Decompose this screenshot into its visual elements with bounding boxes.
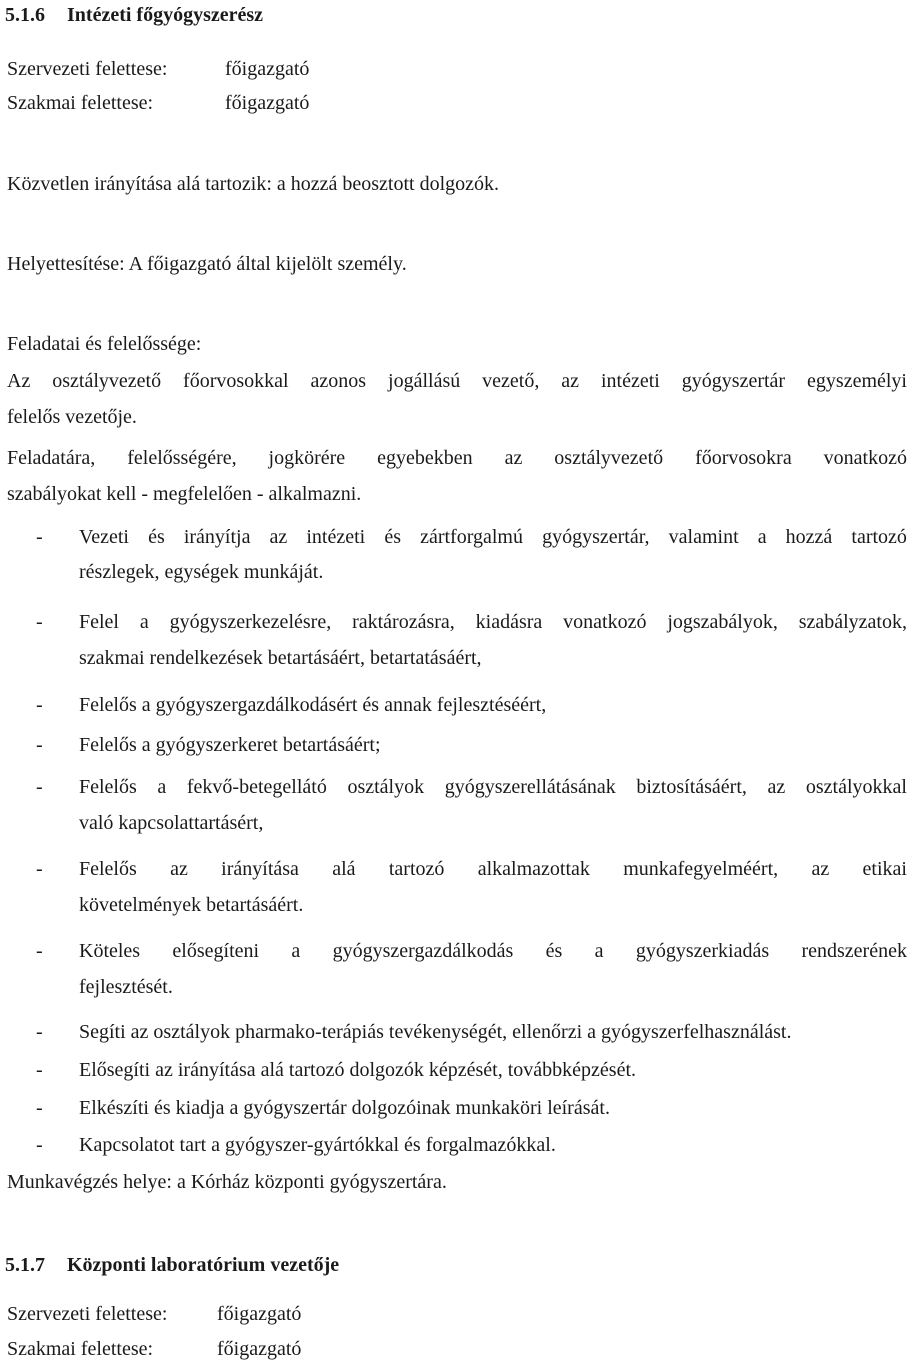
word: gyógyszerellátásának xyxy=(444,776,616,798)
word: zártforgalmú xyxy=(420,526,523,548)
word: és xyxy=(384,526,401,548)
word: rendszerének xyxy=(801,940,907,962)
prof-superior-label: Szakmai felettese: xyxy=(7,1338,154,1360)
word: gyógyszerkiadás xyxy=(635,940,770,962)
word: osztályokkal xyxy=(805,776,907,798)
list-item-line-2: szakmai rendelkezések betartásáért, betartatásáért, xyxy=(79,647,482,669)
word: irányítása xyxy=(221,858,299,880)
list-item-line-2: fejlesztését. xyxy=(79,976,173,998)
list-item-line-1: Felelős a gyógyszergazdálkodásért és annak fejlesztéséért, xyxy=(79,694,547,716)
word: Az xyxy=(7,370,31,392)
bullet-dash: - xyxy=(36,611,43,633)
word: Felelős xyxy=(79,776,137,798)
word: főorvosokkal xyxy=(183,370,289,392)
list-item-line-2: részlegek, egységek munkáját. xyxy=(79,561,324,583)
word: elősegíteni xyxy=(172,940,260,962)
word: gyógyszertár, xyxy=(542,526,650,548)
word: raktározásra, xyxy=(352,611,455,633)
word: Feladatára, xyxy=(7,447,96,469)
word: jogszabályok, xyxy=(667,611,778,633)
word: az xyxy=(170,858,188,880)
prof-superior-value: főigazgató xyxy=(225,92,310,114)
word: az xyxy=(269,526,288,548)
word: egyszemélyi xyxy=(807,370,907,392)
word: tartozó xyxy=(388,858,445,880)
bullet-dash: - xyxy=(36,940,43,962)
bullet-dash: - xyxy=(36,858,43,880)
duties-heading: Feladatai és felelőssége: xyxy=(7,333,202,355)
word: szabályzatok, xyxy=(798,611,907,633)
word: kiadásra xyxy=(475,611,543,633)
prof-superior-value: főigazgató xyxy=(217,1338,302,1360)
bullet-dash: - xyxy=(36,1059,43,1081)
word: a xyxy=(157,776,167,798)
paragraph-1-line-1 xyxy=(7,369,907,393)
word: vonatkozó xyxy=(563,611,647,633)
word: Felel xyxy=(79,611,119,633)
word: a xyxy=(139,611,149,633)
prof-superior-label: Szakmai felettese: xyxy=(7,92,154,114)
word: a xyxy=(757,526,767,548)
bullet-dash: - xyxy=(36,1134,43,1156)
bullet-dash: - xyxy=(36,1097,43,1119)
word: osztályvezető xyxy=(52,370,162,392)
word: fekvő-betegellátó xyxy=(186,776,327,798)
word: biztosításáért, xyxy=(636,776,747,798)
list-item-line-1 xyxy=(79,857,907,881)
bullet-dash: - xyxy=(36,776,43,798)
word: Köteles xyxy=(79,940,141,962)
list-item-line-1: Kapcsolatot tart a gyógyszer-gyártókkal és forgalmazókkal. xyxy=(79,1134,556,1156)
list-item-line-2: követelmények betartásáért. xyxy=(79,894,304,916)
bullet-dash: - xyxy=(36,526,43,548)
word: vezető, xyxy=(482,370,540,392)
section-number: 5.1.6 xyxy=(5,4,45,26)
word: vonatkozó xyxy=(823,447,907,469)
word: intézeti xyxy=(306,526,366,548)
word: jogállású xyxy=(388,370,461,392)
org-superior-row xyxy=(7,1302,302,1326)
bullet-dash: - xyxy=(36,1021,43,1043)
bullet-dash: - xyxy=(36,734,43,756)
word: gyógyszertár xyxy=(681,370,786,392)
workplace-text: Munkavégzés helye: a Kórház központi gyógyszertára. xyxy=(7,1171,447,1193)
word: valamint xyxy=(668,526,739,548)
list-item-line-1 xyxy=(79,525,907,549)
section-title: Intézeti főgyógyszerész xyxy=(67,4,264,26)
word: főorvosokra xyxy=(695,447,792,469)
word: az xyxy=(811,858,830,880)
word: munkafegyelméért, xyxy=(623,858,779,880)
org-superior-value: főigazgató xyxy=(217,1303,302,1325)
prof-superior-row xyxy=(7,91,310,115)
section-heading-517 xyxy=(5,1253,340,1277)
list-item-line-1: Segíti az osztályok pharmako-terápiás tevékenységét, ellenőrzi a gyógyszerfelhasználást. xyxy=(79,1021,792,1043)
list-item-line-1 xyxy=(79,939,907,963)
word: gyógyszerkezelésre, xyxy=(169,611,332,633)
word: és xyxy=(148,526,165,548)
word: az xyxy=(504,447,523,469)
list-item-line-1: Elősegíti az irányítása alá tartozó dolgozók képzését, továbbképzését. xyxy=(79,1059,637,1081)
org-superior-row xyxy=(7,57,310,81)
section-number: 5.1.7 xyxy=(5,1254,45,1276)
word: osztályvezető xyxy=(554,447,664,469)
org-superior-label: Szervezeti felettese: xyxy=(7,58,168,80)
bullet-dash: - xyxy=(36,694,43,716)
list-item-line-1: Felelős a gyógyszerkeret betartásáért; xyxy=(79,734,381,756)
word: azonos xyxy=(310,370,367,392)
word: etikai xyxy=(862,858,907,880)
word: Vezeti xyxy=(79,526,129,548)
section-heading-516 xyxy=(5,3,264,27)
word: egyebekben xyxy=(377,447,473,469)
word: alkalmazottak xyxy=(477,858,590,880)
org-superior-label: Szervezeti felettese: xyxy=(7,1303,168,1325)
paragraph-2-line-2: szabályokat kell - megfelelően - alkalmazni. xyxy=(7,483,362,505)
section-title: Központi laboratórium vezetője xyxy=(67,1254,340,1276)
word: irányítja xyxy=(183,526,251,548)
list-item-line-2: való kapcsolattartásért, xyxy=(79,812,264,834)
direct-subordinates: Közvetlen irányítása alá tartozik: a hozzá beosztott dolgozók. xyxy=(7,173,500,195)
paragraph-2-line-1 xyxy=(7,446,907,470)
deputy-text: Helyettesítése: A főigazgató által kijelölt személy. xyxy=(7,253,407,275)
list-item-line-1: Elkészíti és kiadja a gyógyszertár dolgozóinak munkaköri leírását. xyxy=(79,1097,610,1119)
word: Felelős xyxy=(79,858,137,880)
word: az xyxy=(561,370,580,392)
org-superior-value: főigazgató xyxy=(225,58,310,80)
word: felelősségére, xyxy=(127,447,237,469)
word: a xyxy=(594,940,604,962)
paragraph-1-line-2: felelős vezetője. xyxy=(7,406,137,428)
prof-superior-row xyxy=(7,1337,302,1361)
word: tartozó xyxy=(851,526,907,548)
list-item-line-1 xyxy=(79,610,907,634)
word: a xyxy=(291,940,301,962)
word: alá xyxy=(332,858,356,880)
list-item-line-1 xyxy=(79,775,907,799)
word: gyógyszergazdálkodás xyxy=(332,940,514,962)
word: az xyxy=(767,776,786,798)
word: hozzá xyxy=(785,526,833,548)
word: intézeti xyxy=(601,370,660,392)
word: osztályok xyxy=(347,776,425,798)
word: és xyxy=(545,940,563,962)
word: jogkörére xyxy=(268,447,346,469)
